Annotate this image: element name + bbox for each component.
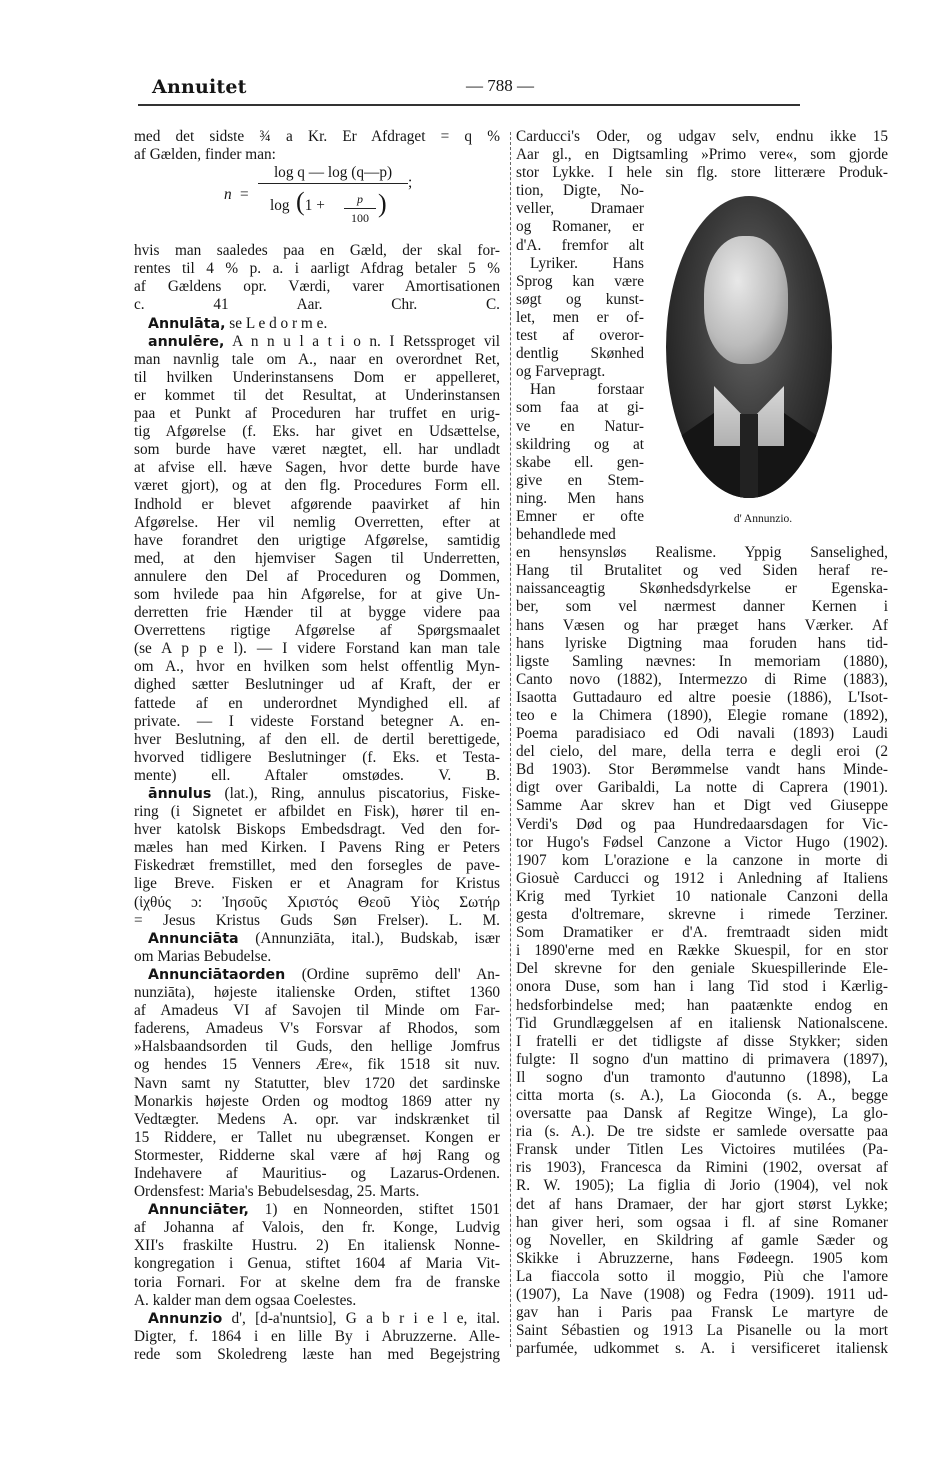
formula-numerator: log q — log (q—p)	[258, 164, 408, 184]
entry-headword: ānnulus	[148, 786, 212, 802]
text-line	[516, 725, 888, 743]
line-text: Carducci's Oder, og udgav selv, endnu ikke 15	[516, 128, 888, 145]
formula-den-one: 1 +	[304, 197, 325, 215]
text-line	[134, 441, 500, 459]
text-line	[134, 586, 500, 604]
portrait-figure	[660, 196, 840, 498]
text-line	[516, 870, 888, 888]
formula-den-log: log	[270, 197, 290, 215]
line-text: er kommet til det Resultat, at Underinstansen	[134, 386, 500, 404]
line-text: ve en Natur-	[516, 417, 644, 435]
text-line	[134, 1147, 500, 1165]
column-divider	[510, 132, 512, 1347]
line-text: dighed sætter Beslutninger ud af Kraft, der er	[134, 676, 500, 694]
formula	[134, 164, 500, 242]
line-text: Navn samt ny Statutter, blev 1720 det sardinske	[134, 1074, 500, 1092]
line-text: (se A p p e l). — I videre Forstand kan man tale	[134, 640, 500, 658]
text-line	[516, 906, 888, 924]
text-line	[134, 1093, 500, 1111]
line-text: veller, Dramaer	[516, 200, 644, 218]
entry-text: d', [d-a'nuntsio], G a b r i e l e, ital.	[222, 1309, 500, 1327]
line-text: og Farvepragt.	[516, 363, 606, 381]
entry-headword: Annulāta,	[148, 315, 226, 332]
text-line	[516, 997, 888, 1015]
text-line	[516, 797, 888, 815]
line-text: »Halsbaandsorden til Guds, den hellige Jomfrus	[134, 1038, 500, 1056]
text-line	[516, 1087, 888, 1105]
text-line	[516, 816, 888, 834]
text-line	[134, 369, 500, 387]
text-line	[134, 405, 500, 423]
line-text: rede som Skoledreng læste han med Begejstring	[134, 1345, 500, 1363]
text-line	[134, 1292, 500, 1310]
text-line	[134, 622, 500, 640]
text-line	[516, 1268, 888, 1286]
line-text: mente) ell. Aftaler omstødes. V. B.	[134, 766, 500, 784]
line-text: (ἰχθύς ɔ: Ἰησοῦς Χριστός Θεοῦ Υἱὸς Σωτήρ	[134, 893, 500, 911]
line-text: = Jesus Kristus Guds Søn Frelser). L. M.	[134, 911, 500, 929]
text-line	[516, 1250, 888, 1268]
text-line	[134, 1111, 500, 1129]
line-text: faderens, Amadeus V's Forsvar af Rhodos, som	[134, 1020, 500, 1038]
line-text: hedsforbindelse med; han paatænkte endog en	[516, 996, 888, 1014]
text-line	[516, 761, 888, 779]
line-text: mæles han med Kirken. I Pavens Ring er Peters	[134, 839, 500, 857]
line-text: Ordensfest: Maria's Bebudelsesdag, 25. Marts.	[134, 1183, 420, 1201]
text-line	[516, 164, 888, 182]
text-line	[134, 387, 500, 405]
text-line	[134, 749, 500, 767]
text-line	[134, 1274, 500, 1292]
page-number: — 788 —	[466, 76, 534, 95]
line-text: gesta d'oltremare, skrevne i rimede Terziner.	[516, 906, 888, 924]
text-line	[516, 942, 888, 960]
line-text: hvis man saaledes paa en Gæld, der skal for-	[134, 242, 500, 260]
text-line	[134, 821, 500, 839]
formula-equals: =	[240, 186, 249, 204]
entry-headword: Annunciātaorden	[148, 966, 286, 983]
line-text: Verdi's Død og paa Hundredaarsdagen for Vic-	[516, 815, 888, 833]
portrait-image	[666, 196, 832, 498]
text-line	[516, 1033, 888, 1051]
line-text: I fratelli er det tidligste af disse Stykker; siden	[516, 1032, 888, 1050]
text-line	[134, 296, 500, 314]
text-line	[516, 1123, 888, 1141]
text-line	[134, 875, 500, 893]
text-line	[516, 852, 888, 870]
line-text: tor Hugo's Fødsel Canzone a Victor Hugo (1902).	[516, 833, 888, 851]
text-line	[516, 1159, 888, 1177]
line-text: Fransk under Titlen Les Victoires mutilées (Pa-	[516, 1141, 888, 1159]
text-line	[134, 676, 500, 694]
text-line	[134, 568, 500, 586]
line-text: han giver heri, som ogsaa i fl. af sine Romaner	[516, 1213, 888, 1231]
text-line	[134, 333, 500, 351]
line-text: fulgte: Il sogno d'un mattino di primavera (1897),	[516, 1050, 888, 1068]
line-text: Tid Grundlæggelsen af en italiensk Nationalscene.	[516, 1014, 888, 1032]
text-line	[134, 984, 500, 1002]
line-text: Il sogno d'un tramonto d'autunno (1898), La	[516, 1068, 888, 1086]
text-line	[134, 767, 500, 785]
line-text: af Amadeus VI af Savojen til Minde om Far-	[134, 1002, 500, 1020]
text-line	[516, 436, 644, 454]
text-line	[516, 146, 888, 164]
line-text: Sprog kan være	[516, 272, 644, 290]
line-text: og hendes 15 Venners Ære«, fik 1518 sit nuv.	[134, 1056, 500, 1074]
text-line	[516, 1304, 888, 1322]
line-text: Hang til Brutalitet og ved Siden heraf re-	[516, 562, 888, 580]
text-line	[516, 978, 888, 996]
text-line	[134, 839, 500, 857]
text-line	[516, 381, 644, 399]
formula-n: n	[224, 186, 232, 204]
text-line	[134, 785, 500, 803]
text-line	[516, 454, 644, 472]
line-text: del cielo, del mare, della terra e degli eroi (2	[516, 743, 888, 761]
text-line	[516, 345, 644, 363]
line-text: hver Beslutning, af den ell. de dertil berettigede,	[134, 730, 500, 748]
entry-headword: annulēre,	[148, 333, 225, 350]
text-line	[516, 218, 644, 236]
text-line	[134, 1020, 500, 1038]
text-line	[134, 1237, 500, 1255]
line-text: af Gælden, finder man:	[134, 146, 276, 164]
line-text: let, men er of-	[516, 308, 644, 326]
text-line	[134, 1328, 500, 1346]
text-line	[516, 1232, 888, 1250]
text-line	[516, 1015, 888, 1033]
line-text: med, at den hjemviser Sagen til Underretten,	[134, 549, 500, 567]
text-line	[134, 532, 500, 550]
text-line	[134, 459, 500, 477]
line-text: kongregation i Genua, stiftet 1604 af Maria Vit-	[134, 1255, 500, 1273]
line-text: med det sidste ¾ a Kr. Er Afdraget = q %	[134, 128, 500, 145]
portrait-face	[704, 236, 788, 364]
text-line	[134, 930, 500, 948]
text-line	[516, 472, 644, 490]
right-column-bottom	[516, 544, 888, 1358]
text-line	[134, 260, 500, 278]
text-line	[516, 562, 888, 580]
text-line	[516, 255, 644, 273]
line-text: om Marias Bebudelse.	[134, 947, 272, 965]
line-text: en hensynsløs Realisme. Yppig Sanselighed,	[516, 544, 888, 562]
entry-headword: Annunzio	[148, 1310, 223, 1327]
text-line	[516, 1214, 888, 1232]
text-line	[134, 1165, 500, 1183]
text-line	[516, 309, 644, 327]
portrait-tie	[740, 414, 758, 498]
line-text: R. W. 1905); La figlia di Jorio (1904), vel nok	[516, 1177, 888, 1195]
entry-text: (Annunziāta, ital.), Budskab, især	[238, 929, 500, 947]
text-line	[134, 477, 500, 495]
text-line	[516, 1141, 888, 1159]
text-line	[516, 508, 644, 526]
line-text: Saint Sébastien og 1913 La Pisanelle ou la mort	[516, 1322, 888, 1340]
text-line	[134, 1183, 500, 1201]
line-text: Afgørelse. Her vil nemlig Overretten, efter at	[134, 513, 500, 531]
line-text: stor Lykke. I hele sin flg. store litterære Produk-	[516, 164, 888, 182]
text-line	[516, 237, 644, 255]
text-line	[516, 418, 644, 436]
text-line	[516, 182, 644, 200]
line-text: lige Breve. Fisken er et Anagram for Kristus	[134, 875, 500, 893]
line-text: som hvilede paa hin Afgørelse, for at give Un-	[134, 585, 500, 603]
text-line	[516, 598, 888, 616]
portrait-caption: d' Annunzio.	[733, 513, 793, 525]
text-line	[516, 707, 888, 725]
line-text: Canto novo (1882), Intermezzo di Rime (1883),	[516, 670, 888, 688]
text-line	[516, 1069, 888, 1087]
line-text: ning. Men hans	[516, 489, 644, 507]
text-line	[516, 273, 644, 291]
formula-fraction	[344, 190, 376, 227]
text-line	[516, 834, 888, 852]
text-line	[134, 496, 500, 514]
line-text: i 1890'erne med en Række Skuespil, for en stor	[516, 942, 888, 960]
text-line	[516, 617, 888, 635]
line-text: af Gældens opr. Værdi, varer Amortisationen	[134, 278, 500, 296]
line-text: Vedtægter. Medens A. opr. var indskrænket til	[134, 1110, 500, 1128]
line-text: Isaotta Guttadauro ed altre poesie (1886), L'Isot-	[516, 688, 888, 706]
text-line	[516, 1051, 888, 1069]
line-text: ring (i Signetet er afbildet en Fisk), hører til en-	[134, 803, 500, 821]
line-text: oversatte paa Dansk af Regitze Winge), La glo-	[516, 1105, 888, 1123]
text-line	[516, 653, 888, 671]
text-line	[134, 1310, 500, 1328]
line-text: 15 Riddere, er Tallet nu ubegrænset. Kongen er	[134, 1128, 500, 1146]
formula-fraction-num: p	[344, 190, 376, 209]
line-text: tig Afgørelse (f. Eks. har givet en Udsættelse,	[134, 423, 500, 441]
text-line	[134, 128, 500, 146]
line-text: 1907 kom L'orazione e la canzone in morte di	[516, 851, 888, 869]
line-text: toria Fornari. For at skelne dem fra de franske	[134, 1273, 500, 1291]
text-line	[516, 779, 888, 797]
text-line	[516, 888, 888, 906]
line-text: Del skrevne for den geniale Skuespillerinde Ele-	[516, 960, 888, 978]
line-text: fattede af en underordnet Myndighed ell. af	[134, 694, 500, 712]
text-line	[134, 695, 500, 713]
line-text: Som Dramatiker er d'A. fremtraadt siden midt	[516, 924, 888, 942]
line-text: om A., hvor en hvilken som helst offentlig Myn-	[134, 658, 500, 676]
line-text: som burde have været nægtet, ell. har undladt	[134, 441, 500, 459]
formula-right-paren: )	[378, 189, 387, 219]
line-text: Bd 1903). Stor Berømmelse vandt hans Minde-	[516, 761, 888, 779]
text-line	[516, 689, 888, 707]
line-text: La fiaccola sotto il moggio, Più che l'amore	[516, 1267, 888, 1285]
line-text: som faa at gi-	[516, 399, 644, 417]
line-text: hans Væsen og har præget hans Værker. Af	[516, 616, 888, 634]
text-line	[134, 1075, 500, 1093]
text-line	[516, 671, 888, 689]
line-text: skabe ell. gen-	[516, 453, 644, 471]
line-text: Monarkis højeste Orden og modtog 1869 atter ny	[134, 1092, 500, 1110]
line-text: Emner er ofte	[516, 507, 644, 525]
text-line	[134, 242, 500, 260]
line-text: tion, Digte, No-	[516, 182, 644, 200]
formula-semicolon: ;	[408, 174, 413, 192]
entry-text: 1) en Nonneorden, stiftet 1501	[248, 1201, 500, 1219]
line-text: behandlede med	[516, 526, 616, 544]
text-line	[516, 1177, 888, 1195]
running-head-title: Annuitet	[152, 76, 247, 98]
line-text: Digter, f. 1864 i en lille By i Abruzzerne. Alle-	[134, 1327, 500, 1345]
line-text: ber, som vel nærmest danner Kernen i	[516, 598, 888, 616]
line-text: Lyriker. Hans	[530, 254, 644, 272]
header-rule	[138, 104, 800, 106]
text-line	[134, 948, 500, 966]
text-line	[516, 526, 644, 544]
line-text: (1907), La Nave (1908) og Fedra (1909). 1911 ud-	[516, 1286, 888, 1303]
line-text: hvorved tidligere Beslutninger (f. Eks. et Testa-	[134, 748, 500, 766]
text-line	[134, 966, 500, 984]
line-text: derretten frie Hænder til at bygge videre paa	[134, 604, 500, 622]
text-line	[516, 490, 644, 508]
text-line	[134, 1002, 500, 1020]
line-text: naissanceagtig Skønhedsdyrkelse er Egenska-	[516, 580, 888, 598]
line-text: private. — I videste Forstand betegner A. en-	[134, 712, 500, 730]
line-text: onora Duse, som han i lang Tid stod i Kærlig-	[516, 978, 888, 996]
entry-text: A n n u l a t i o n. I Retssproget vil	[224, 332, 500, 350]
line-text: parfumée, udkommet s. A. i versificeret italiensk	[516, 1340, 888, 1358]
text-line	[134, 1255, 500, 1273]
text-line	[516, 363, 644, 381]
text-line	[516, 1286, 888, 1304]
text-line	[134, 278, 500, 296]
line-text: ligste Samling nævnes: In memoriam (1880),	[516, 652, 888, 670]
line-text: hans lyriske Digtning maa foruden hans tid-	[516, 634, 888, 652]
left-column	[134, 128, 500, 1364]
text-line	[134, 658, 500, 676]
text-line	[516, 1340, 888, 1358]
right-column-top	[516, 128, 888, 182]
line-text: Indhold er blevet afgørende paavirket af hin	[134, 495, 500, 513]
text-line	[516, 743, 888, 761]
line-text: Overrettens rigtige Afgørelse af Spørgsmaalet	[134, 622, 500, 640]
text-line	[134, 731, 500, 749]
text-line	[134, 514, 500, 532]
line-text: have forandret den urigtige Afgørelse, samtidig	[134, 531, 500, 549]
text-line	[134, 604, 500, 622]
line-text: ris 1903), Francesca da Rimini (1902, oversat af	[516, 1159, 888, 1177]
formula-fraction-den: 100	[351, 211, 369, 226]
text-line	[516, 544, 888, 562]
line-text: været gjort), og at den flg. Procedures Form ell.	[134, 477, 500, 495]
entry-text: (Ordine suprēmo dell' An-	[285, 965, 500, 983]
text-line	[134, 423, 500, 441]
line-text: c. 41 Aar. Chr. C.	[134, 296, 500, 314]
entry-text: (lat.), Ring, annulus piscatorius, Fiske-	[211, 785, 500, 802]
right-column-narrow	[516, 182, 644, 544]
text-line	[134, 894, 500, 912]
line-text: det af hans Dramaer, der har gjort størst Lykke;	[516, 1195, 888, 1213]
line-text: og Noveller, en Skildring af gamle Sæder og	[516, 1231, 888, 1249]
line-text: til hvilken Underinstansens Dom er appelleret,	[134, 368, 500, 386]
formula-left-paren: (	[289, 187, 305, 217]
line-text: man navnlig tale om A., naar en overordnet Ret,	[134, 350, 500, 368]
entry-headword: Annunciāta	[148, 930, 239, 947]
text-line	[516, 580, 888, 598]
text-line	[134, 1201, 500, 1219]
line-text: skildring og at	[516, 435, 644, 453]
line-text: Aar gl., en Digtsamling »Primo vere«, som gjorde	[516, 146, 888, 164]
text-line	[134, 1219, 500, 1237]
line-text: Han forstaar	[530, 381, 644, 399]
text-line	[134, 1129, 500, 1147]
line-text: at afvise ell. hæve Sagen, hvor dette burde have	[134, 459, 500, 477]
line-text: Giosuè Carducci og 1912 i Anledning af Italiens	[516, 869, 888, 887]
text-line	[134, 1038, 500, 1056]
entry-text: se L e d o r m e.	[225, 314, 328, 332]
line-text: paa et Punkt af Proceduren har truffet en urig-	[134, 405, 500, 423]
line-text: dentlig Skønhed	[516, 345, 644, 363]
line-text: Fiskedræt fremstillet, med den forsegles de pave-	[134, 857, 500, 875]
text-line	[134, 857, 500, 875]
line-text: ria (s. A.). De tre sidste er samlede oversatte paa	[516, 1123, 888, 1141]
text-line	[134, 146, 500, 164]
text-line	[134, 640, 500, 658]
line-text: d'A. fremfor alt	[516, 236, 644, 254]
line-text: Krig med Tyrkiet 10 nationale Canzoni della	[516, 887, 888, 905]
text-line	[516, 960, 888, 978]
line-text: og Romaner, er	[516, 218, 644, 236]
text-line	[516, 635, 888, 653]
line-text: Indehavere af Mauritius- og Lazarus-Ordenen.	[134, 1164, 500, 1182]
line-text: give en Stem-	[516, 471, 644, 489]
text-line	[134, 1346, 500, 1364]
formula-denominator	[270, 187, 325, 217]
text-line	[516, 1196, 888, 1214]
line-text: test af overor-	[516, 327, 644, 345]
line-text: teo e la Chimera (1890), Elegie romane (1892),	[516, 707, 888, 724]
entry-headword: Annunciāter,	[148, 1202, 249, 1219]
line-text: søgt og kunst-	[516, 290, 644, 308]
text-line	[134, 351, 500, 369]
line-text: gav han i Paris paa Fransk Le martyre de	[516, 1304, 888, 1322]
text-line	[516, 1105, 888, 1123]
text-line	[516, 200, 644, 218]
line-text: annulere den Del af Proceduren og Dommen,	[134, 567, 500, 585]
text-line	[134, 1056, 500, 1074]
text-line	[516, 1322, 888, 1340]
line-text: citta morta (s. A.), La Gioconda (s. A., begge	[516, 1086, 888, 1104]
line-text: digt over Garibaldi, La notte di Caprera (1901).	[516, 779, 888, 797]
line-text: nunziāta), højeste italienske Orden, stiftet 1360	[134, 984, 500, 1002]
text-line	[516, 327, 644, 345]
line-text: Stormester, Ridderne skal være af høj Rang og	[134, 1146, 500, 1164]
text-line	[516, 291, 644, 309]
text-line	[134, 912, 500, 930]
line-text: A. kalder man dem ogsaa Coelestes.	[134, 1291, 357, 1309]
line-text: Skikke i Abruzzerne, hans Fødeegn. 1905 kom	[516, 1249, 888, 1267]
line-text: Samme Aar skrev han et Digt ved Giuseppe	[516, 797, 888, 815]
text-line	[516, 924, 888, 942]
line-text: hver katolsk Biskops Embedsdragt. Ved den for-	[134, 821, 500, 839]
line-text: XII's fraskilte Hustru. 2) En italiensk Nonne-	[134, 1237, 500, 1255]
text-line	[134, 713, 500, 731]
line-text: Poema paradisiaco ed Odi navali (1893) Laudi	[516, 725, 888, 743]
text-line	[516, 128, 888, 146]
line-text: rentes til 4 % p. a. i aarligt Afdrag betaler 5 %	[134, 260, 500, 278]
text-line	[134, 315, 500, 333]
text-line	[516, 399, 644, 417]
text-line	[134, 550, 500, 568]
line-text: af Johanna af Valois, den fr. Konge, Ludvig	[134, 1219, 500, 1237]
text-line	[134, 803, 500, 821]
